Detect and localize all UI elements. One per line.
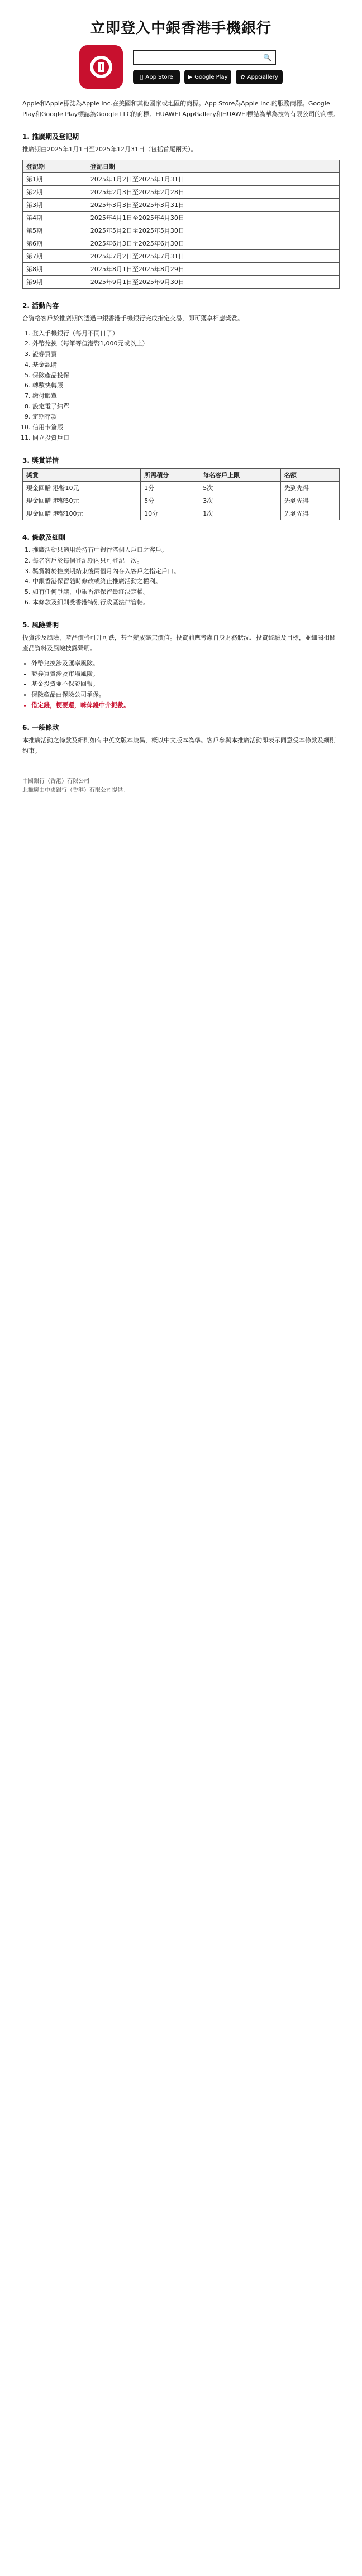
list-item: 1. 登入手機銀行（每月不同日子） [32,329,340,339]
trademark-note: Apple和Apple標誌為Apple Inc.在美國和其他國家或地區的商標。App Store為Apple Inc.的服務商標。Google Play和Google Play標誌為Google LLC的商標。HUAWEI AppGallery和HUAWEI標誌為華為技術有限公司的商標。 [22,100,340,118]
section-title: 6. 一般條款 [22,724,59,732]
store-badges [133,70,283,84]
search-icon: 🔍 [263,54,272,61]
list-item: • 外幣兌換涉及匯率風險。 [31,659,340,669]
section-title: 4. 條款及細則 [22,534,66,542]
section-title: 5. 風險聲明 [22,621,59,629]
section-title: 3. 獎賞詳情 [22,456,59,465]
list-item: 4. 中銀香港保留隨時修改或終止推廣活動之權利。 [32,576,340,587]
section-period [22,132,340,289]
footer-ref: 此推廣由中國銀行（香港）有限公司提供。 [22,787,128,794]
table-row: 第7期 2025年7月2日至2025年7月31日 [23,250,340,263]
section-general [22,723,340,756]
registration-table [22,160,340,289]
section-risk [22,620,340,710]
section-title: 2. 活動內容 [22,302,59,310]
section-body: 本推廣活動之條款及細則如有中英文版本歧異，概以中文版本為準。客戶參與本推廣活動即表示同意受本條款及細則約束。 [22,737,336,754]
list-item: 6. 本條款及細則受香港特別行政區法律管轄。 [32,598,340,608]
list-item: 9. 定期存款 [32,412,340,422]
table-row: 第1期 2025年1月2日至2025年1月31日 [23,173,340,186]
table-row: 現金回贈 港幣10元 1分 5次 先到先得 [23,482,340,494]
section-terms [22,532,340,608]
header [22,17,340,119]
table-row: 現金回贈 港幣50元 5分 3次 先到先得 [23,494,340,507]
table-header: 獎賞 所需積分 每名客戶上限 名額 [23,469,340,482]
table-row: 第6期 2025年6月3日至2025年6月30日 [23,237,340,250]
terms-list [22,545,340,608]
list-item: 6. 轉數快轉賬 [32,381,340,391]
apple-icon [140,74,143,80]
section-title: 1. 推廣期及登記期 [22,133,79,141]
list-item: 11. 開立投資戶口 [32,433,340,444]
table-header: 登記期 登記日期 [23,160,340,173]
section-body: 投資涉及風險，產品價格可升可跌，甚至變成毫無價值。投資前應考慮自身財務狀況、投資經驗及目標，並細閱相關產品資料及風險披露聲明。 [22,634,336,652]
list-item: 5. 如有任何爭議，中銀香港保留最終決定權。 [32,587,340,598]
list-item: 10. 信用卡簽賬 [32,422,340,433]
list-item: 2. 每名客戶於每個登記期內只可登記一次。 [32,556,340,566]
list-item: 3. 獎賞將於推廣期結束後兩個月內存入客戶之指定戶口。 [32,566,340,577]
section-body: 合資格客戶於推廣期內透過中銀香港手機銀行完成指定交易，即可獲享相應獎賞。 [22,315,244,323]
list-item: • 保險產品由保險公司承保。 [31,690,340,700]
page [11,0,351,812]
table-row: 現金回贈 港幣100元 10分 1次 先到先得 [23,507,340,520]
list-item: 1. 推廣活動只適用於持有中銀香港個人戶口之客戶。 [32,545,340,556]
list-item: 2. 外幣兌換（每筆等值港幣1,000元或以上） [32,339,340,349]
list-item: 4. 基金認購 [32,360,340,371]
google-play-button[interactable]: ▶ Google Play [184,70,231,84]
appgallery-button[interactable]: ✿ AppGallery [236,70,283,84]
table-row: 第3期 2025年3月3日至2025年3月31日 [23,199,340,212]
list-item: 7. 繳付賬單 [32,391,340,402]
table-row: 第8期 2025年8月1日至2025年8月29日 [23,263,340,276]
page-title: 立即登入中銀香港手機銀行 [90,20,272,37]
search-bar[interactable] [133,50,276,65]
download-panel [133,50,283,84]
table-row: 第5期 2025年5月2日至2025年5月30日 [23,224,340,237]
list-item: 5. 保險產品投保 [32,371,340,381]
hero [22,45,340,89]
table-row: 第2期 2025年2月3日至2025年2月28日 [23,186,340,199]
table-row: 第9期 2025年9月1日至2025年9月30日 [23,276,340,289]
list-item: • 借定錢，梗要還，咪俾錢中介扼數。 [31,700,340,711]
app-store-button[interactable]: App Store [133,70,180,84]
list-item: 3. 證券買賣 [32,349,340,360]
task-list [22,329,340,444]
table-row: 第4期 2025年4月1日至2025年4月30日 [23,212,340,224]
risk-list [22,659,340,710]
boc-logo-icon [79,45,123,89]
play-icon: ▶ [188,74,193,80]
footer-note: 中國銀行（香港）有限公司 [22,778,89,785]
list-item: 8. 設定電子結單 [32,402,340,412]
huawei-icon: ✿ [240,74,245,80]
section-body: 推廣期由2025年1月1日至2025年12月31日（包括首尾兩天）。 [22,146,197,153]
section-rewards [22,455,340,520]
rewards-table [22,468,340,520]
list-item: • 證券買賣涉及市場風險。 [31,669,340,680]
section-content [22,301,340,443]
list-item: • 基金投資並不保證回報。 [31,679,340,690]
